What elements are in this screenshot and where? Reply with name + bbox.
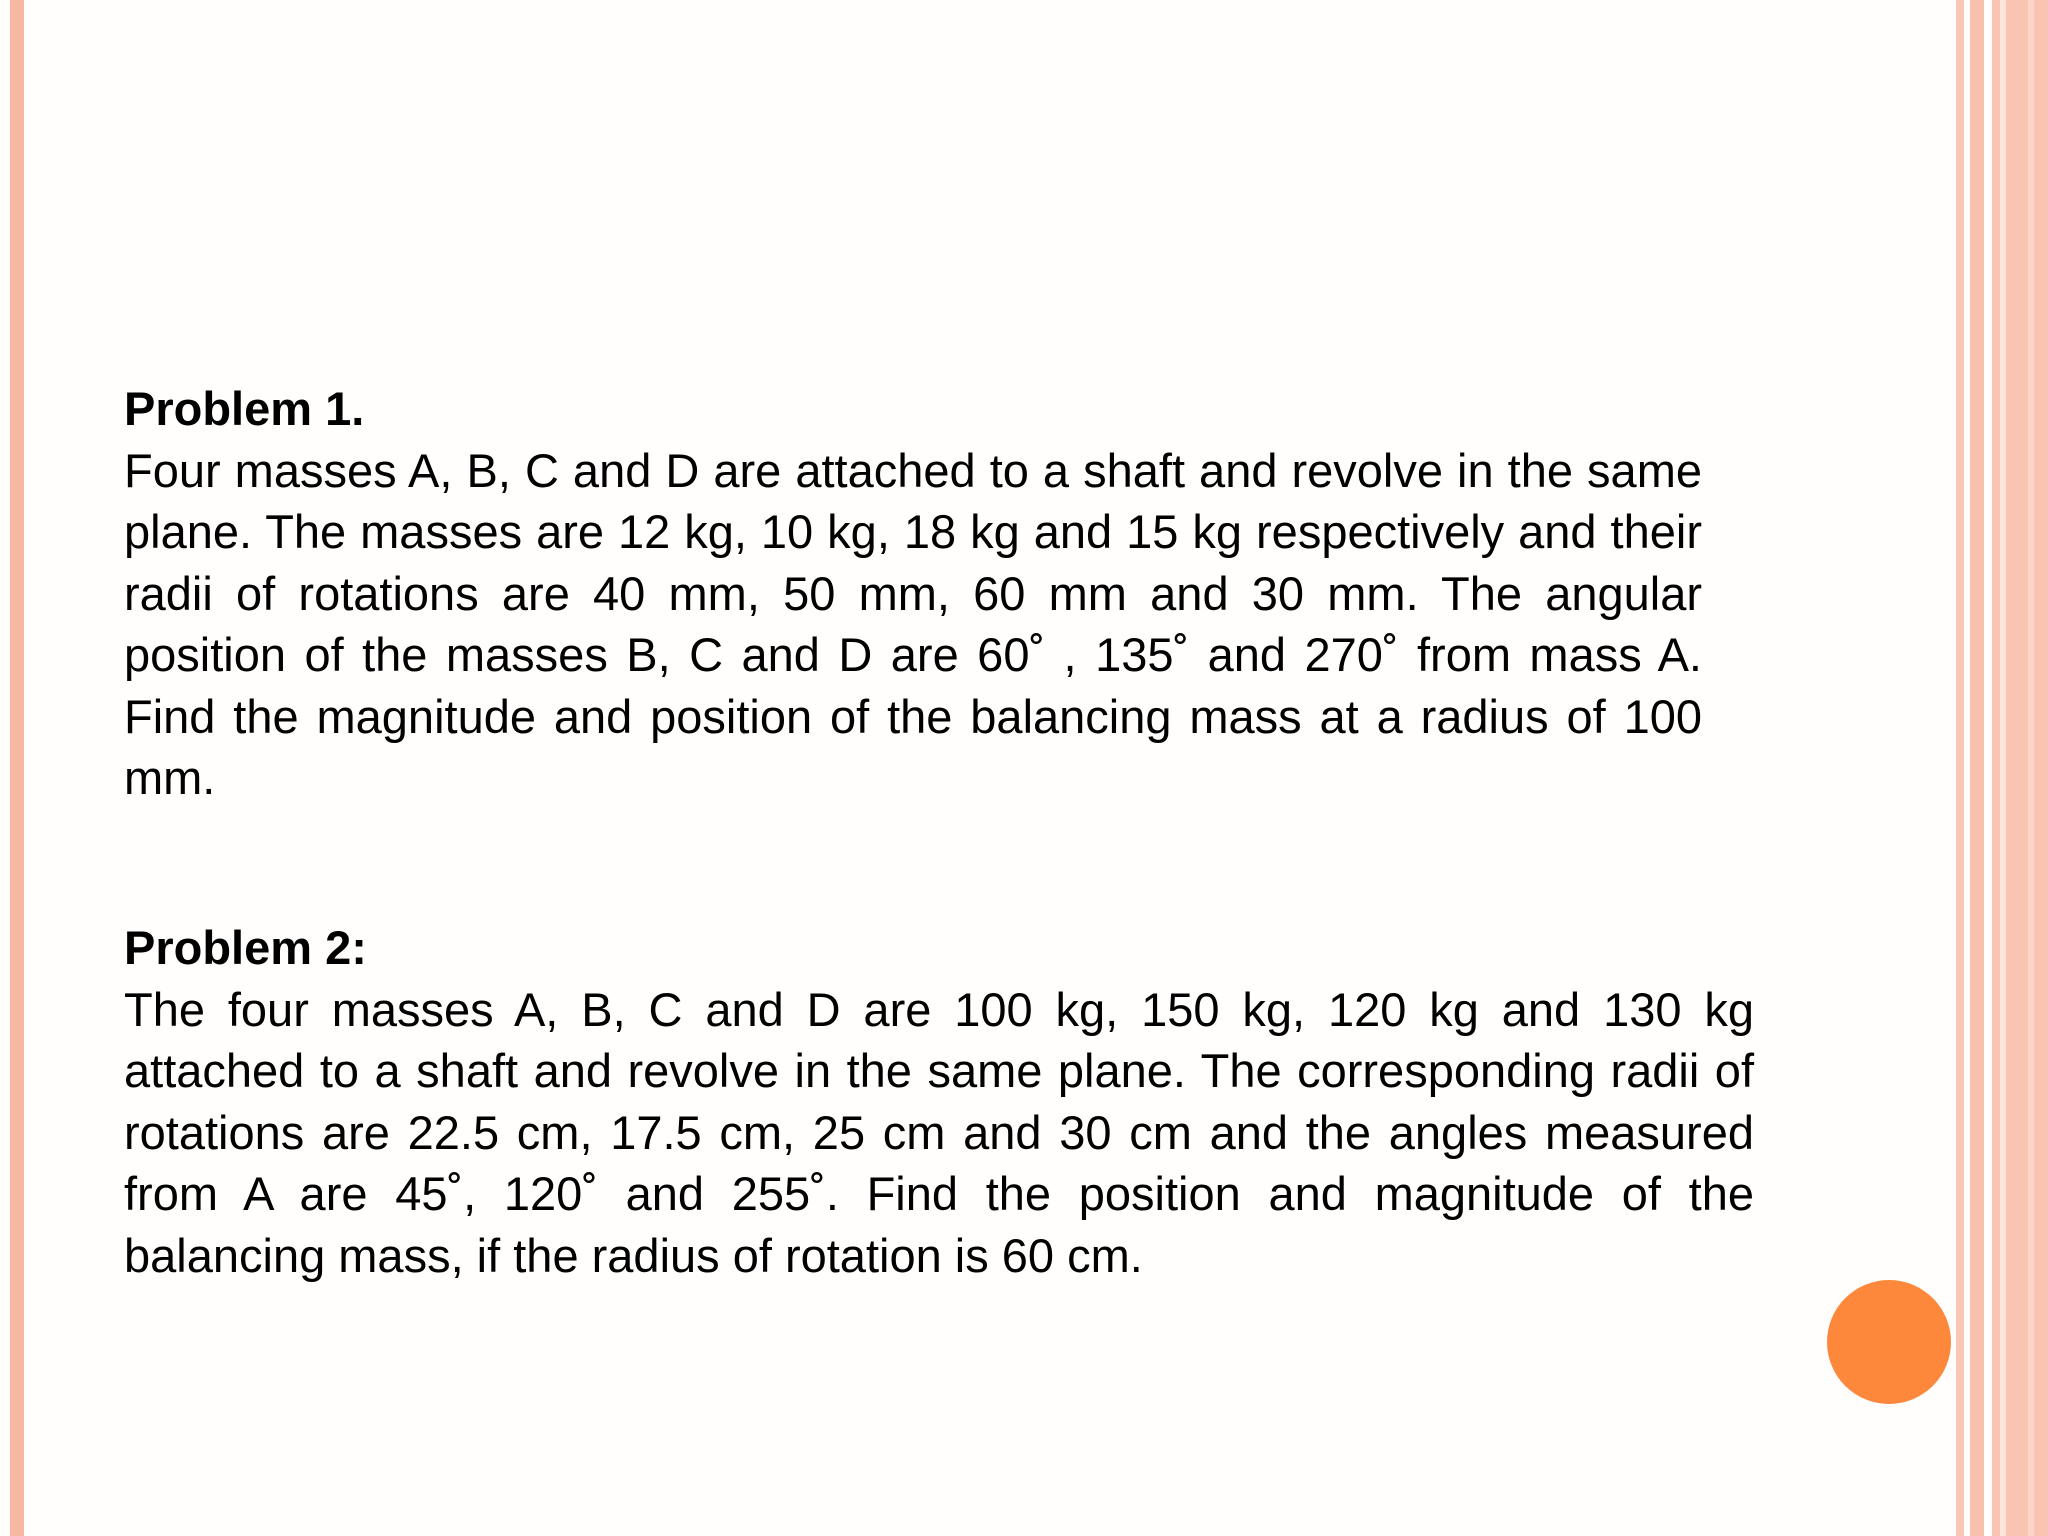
problem-1-body: Four masses A, B, C and D are attached to a shaft and revolve in the same plane. The masses are 12 kg, 10 kg, 18 kg and 15 kg respectively and their radii of rotations are 40 mm, 50 mm, 60 mm and 30 mm. The angular position of the masses B, C and D are 60˚ , 135˚ and 270˚ from mass A. Find the magnitude and position of the balancing mass at a radius of 100 mm. bbox=[124, 443, 1702, 804]
problem-1 bbox=[124, 378, 1702, 809]
problem-2-heading: Problem 2: bbox=[124, 921, 367, 974]
problem-2 bbox=[124, 917, 1754, 1286]
right-frame-highlight bbox=[2000, 0, 2006, 1536]
problem-2-body: The four masses A, B, C and D are 100 kg, 150 kg, 120 kg and 130 kg attached to a shaft and revolve in the same plane. The corresponding radii of rotations are 22.5 cm, 17.5 cm, 25 cm and 30 cm and the angles measured from A are 45˚, 120˚ and 255˚. Find the position and magnitude of the balancing mass, if the radius of rotation is 60 cm. bbox=[124, 982, 1754, 1282]
right-frame-stripe bbox=[1956, 0, 1964, 1536]
left-border-stripe bbox=[10, 0, 24, 1536]
orange-circle-decoration bbox=[1827, 1280, 1951, 1404]
problem-1-heading: Problem 1. bbox=[124, 382, 365, 435]
right-frame-stripe bbox=[1970, 0, 1984, 1536]
right-frame-highlight bbox=[2028, 0, 2034, 1536]
